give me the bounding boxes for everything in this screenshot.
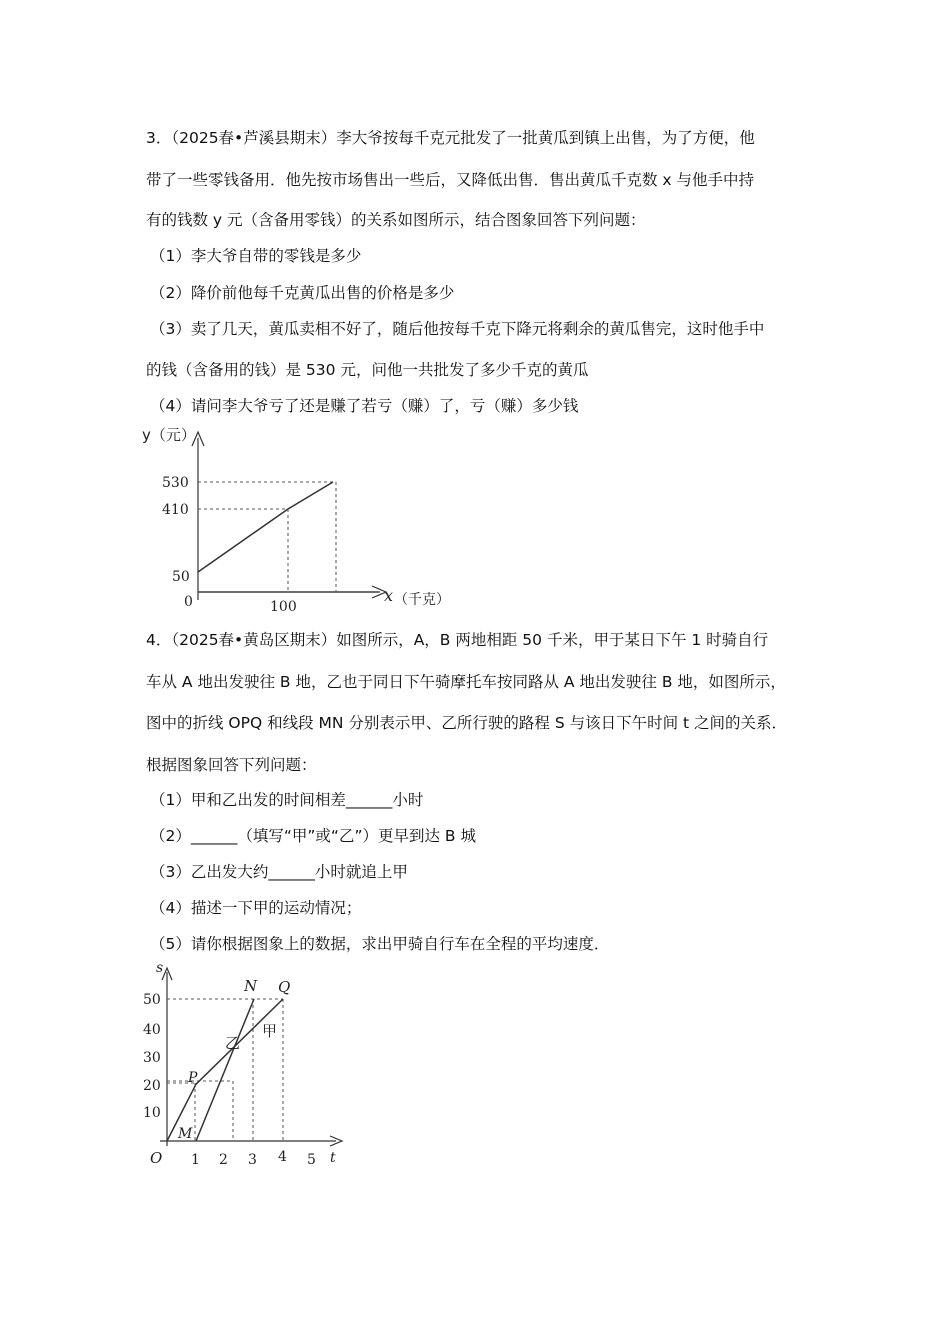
q3-y-label: y（元） [142,426,196,444]
q4-line-3: 图中的折线 OPQ 和线段 MN 分别表示甲、乙所行驶的路程 S 与该日下午时间 t 之间的关系． [146,714,788,732]
q4-sub-5: （5）请你根据图象上的数据，求出甲骑自行车在全程的平均速度． [150,935,610,953]
q4-point-n: N [244,977,258,995]
q4-line-2: 车从 A 地出发驶往 B 地，乙也于同日下午骑摩托车按同路从 A 地出发驶往 B 地，如图所示， [146,673,786,691]
q4-origin: O [150,1149,163,1167]
q4-ytick-40: 40 [143,1022,161,1038]
q3-sub-1: （1）李大爷自带的零钱是多少 [150,247,362,265]
q4-label-yi: 乙 [225,1034,241,1052]
q4-line-4: 根据图象回答下列问题： [146,756,317,774]
q3-ytick-530: 530 [162,475,189,491]
q4-chart [140,958,360,1173]
q3-sub-2: （2）降价前他每千克黄瓜出售的价格是多少 [150,284,455,302]
q3-ytick-410: 410 [162,502,189,518]
q3-chart [140,420,480,615]
q3-sub-3: （3）卖了几天，黄瓜卖相不好了，随后他按每千克下降元将剩余的黄瓜售完，这时他手中 [150,320,765,338]
q3-sub-3-cont: 的钱（含备用的钱）是 530 元，问他一共批发了多少千克的黄瓜 [146,361,589,379]
q3-series-line [198,482,333,572]
q4-series-yi [196,999,254,1141]
q4-ytick-10: 10 [143,1105,161,1121]
q4-xtick-3: 3 [248,1152,257,1168]
q4-sub-3: （3）乙出发大约______小时就追上甲 [150,863,408,881]
q4-point-p: P [188,1070,198,1086]
q4-y-label: s [156,960,164,976]
q3-line-3: 有的钱数 y 元（含备用零钱）的关系如图所示，结合图象回答下列问题： [146,211,646,229]
q4-line-1: 4．（2025春•黄岛区期末）如图所示，A，B 两地相距 50 千米，甲于某日下午 1 时骑自行 [146,631,769,649]
q3-xtick-100: 100 [270,599,297,615]
q4-point-q: Q [278,978,291,996]
q3-sub-4: （4）请问李大爷亏了还是赚了若亏（赚）了，亏（赚）多少钱 [150,397,579,415]
q4-x-label: t [330,1150,336,1166]
q3-x-label-var: x [384,586,394,605]
q4-sub-1: （1）甲和乙出发的时间相差______小时 [150,791,424,809]
q4-xtick-4: 4 [278,1149,287,1165]
q4-xtick-2: 2 [219,1152,228,1168]
q4-sub-2: （2）______（填写“甲”或“乙”）更早到达 B 城 [150,827,476,845]
q4-xtick-1: 1 [191,1152,200,1168]
q3-origin: 0 [184,594,193,610]
q4-sub-4: （4）描述一下甲的运动情况； [150,899,362,917]
q3-x-label-unit: （千克） [394,592,450,608]
q4-xtick-5: 5 [307,1152,316,1168]
q4-ytick-50: 50 [143,992,161,1008]
q3-line-1: 3．（2025春•芦溪县期末）李大爷按每千克元批发了一批黄瓜到镇上出售，为了方便，他 [146,129,755,147]
q4-ytick-30: 30 [143,1050,161,1066]
q4-label-jia: 甲 [262,1022,278,1040]
q4-ytick-20: 20 [143,1078,161,1094]
q3-ytick-50: 50 [172,569,190,585]
q3-line-2: 带了一些零钱备用．他先按市场售出一些后，又降低出售．售出黄瓜千克数 x 与他手中持 [146,171,755,189]
q4-point-m: M [178,1126,193,1142]
